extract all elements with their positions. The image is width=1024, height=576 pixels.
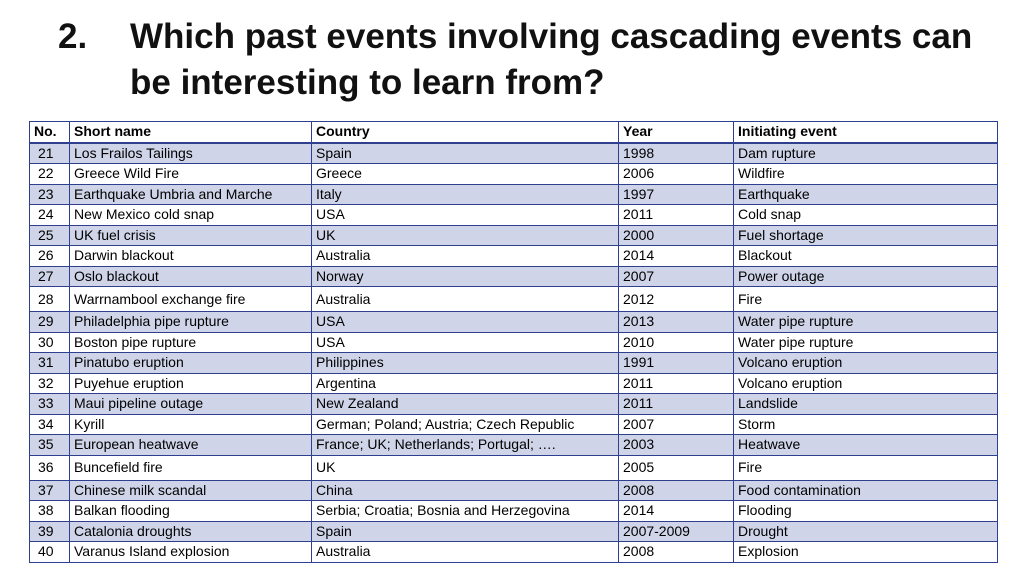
cell-initiating-event: Storm bbox=[734, 414, 998, 435]
cell-initiating-event: Explosion bbox=[734, 542, 998, 563]
cell-country: Norway bbox=[312, 266, 619, 287]
cell-country: Serbia; Croatia; Bosnia and Herzegovina bbox=[312, 501, 619, 522]
cell-country: USA bbox=[312, 332, 619, 353]
cell-country: Italy bbox=[312, 184, 619, 205]
header-no: No. bbox=[30, 122, 70, 143]
cell-no: 36 bbox=[30, 455, 70, 480]
cell-short-name: Philadelphia pipe rupture bbox=[70, 312, 312, 333]
table-row bbox=[30, 287, 998, 312]
events-table bbox=[29, 121, 998, 563]
cell-country: USA bbox=[312, 312, 619, 333]
cell-country: Australia bbox=[312, 246, 619, 267]
cell-country: Spain bbox=[312, 143, 619, 164]
cell-no: 22 bbox=[30, 164, 70, 185]
cell-year: 2003 bbox=[619, 435, 734, 456]
cell-no: 39 bbox=[30, 521, 70, 542]
cell-country: New Zealand bbox=[312, 394, 619, 415]
cell-country: Spain bbox=[312, 521, 619, 542]
cell-short-name: Balkan flooding bbox=[70, 501, 312, 522]
table-row bbox=[30, 394, 998, 415]
cell-year: 2000 bbox=[619, 225, 734, 246]
cell-country: UK bbox=[312, 455, 619, 480]
table-row bbox=[30, 521, 998, 542]
cell-short-name: Los Frailos Tailings bbox=[70, 143, 312, 164]
cell-year: 2013 bbox=[619, 312, 734, 333]
cell-no: 32 bbox=[30, 373, 70, 394]
cell-year: 2010 bbox=[619, 332, 734, 353]
cell-no: 40 bbox=[30, 542, 70, 563]
cell-short-name: Varanus Island explosion bbox=[70, 542, 312, 563]
cell-short-name: Chinese milk scandal bbox=[70, 480, 312, 501]
table-row bbox=[30, 246, 998, 267]
cell-no: 23 bbox=[30, 184, 70, 205]
cell-initiating-event: Food contamination bbox=[734, 480, 998, 501]
cell-year: 2005 bbox=[619, 455, 734, 480]
cell-initiating-event: Fire bbox=[734, 455, 998, 480]
cell-no: 34 bbox=[30, 414, 70, 435]
cell-initiating-event: Fuel shortage bbox=[734, 225, 998, 246]
table-row bbox=[30, 266, 998, 287]
cell-initiating-event: Water pipe rupture bbox=[734, 312, 998, 333]
cell-year: 2014 bbox=[619, 246, 734, 267]
table-row bbox=[30, 205, 998, 226]
cell-short-name: Darwin blackout bbox=[70, 246, 312, 267]
cell-country: Australia bbox=[312, 542, 619, 563]
cell-year: 2007 bbox=[619, 414, 734, 435]
cell-year: 1997 bbox=[619, 184, 734, 205]
cell-year: 2007 bbox=[619, 266, 734, 287]
cell-no: 28 bbox=[30, 287, 70, 312]
cell-no: 31 bbox=[30, 353, 70, 374]
cell-short-name: Warrnambool exchange fire bbox=[70, 287, 312, 312]
cell-short-name: European heatwave bbox=[70, 435, 312, 456]
cell-short-name: Boston pipe rupture bbox=[70, 332, 312, 353]
cell-country: Philippines bbox=[312, 353, 619, 374]
header-short-name: Short name bbox=[70, 122, 312, 143]
cell-no: 29 bbox=[30, 312, 70, 333]
table-row bbox=[30, 143, 998, 164]
cell-initiating-event: Fire bbox=[734, 287, 998, 312]
cell-country: Australia bbox=[312, 287, 619, 312]
cell-short-name: UK fuel crisis bbox=[70, 225, 312, 246]
cell-short-name: Pinatubo eruption bbox=[70, 353, 312, 374]
table-row bbox=[30, 455, 998, 480]
table-row bbox=[30, 164, 998, 185]
header-year: Year bbox=[619, 122, 734, 143]
cell-initiating-event: Earthquake bbox=[734, 184, 998, 205]
cell-initiating-event: Drought bbox=[734, 521, 998, 542]
slide-title-number: 2. bbox=[58, 17, 88, 56]
cell-short-name: Kyrill bbox=[70, 414, 312, 435]
header-initiating-event: Initiating event bbox=[734, 122, 998, 143]
cell-no: 26 bbox=[30, 246, 70, 267]
slide-title-text: Which past events involving cascading events can be interesting to learn from? bbox=[130, 17, 973, 102]
table-row bbox=[30, 312, 998, 333]
cell-initiating-event: Water pipe rupture bbox=[734, 332, 998, 353]
table-row bbox=[30, 414, 998, 435]
table-row bbox=[30, 501, 998, 522]
cell-no: 35 bbox=[30, 435, 70, 456]
table-row bbox=[30, 373, 998, 394]
cell-year: 1998 bbox=[619, 143, 734, 164]
cell-country: Greece bbox=[312, 164, 619, 185]
cell-year: 2008 bbox=[619, 480, 734, 501]
table-row bbox=[30, 435, 998, 456]
cell-initiating-event: Blackout bbox=[734, 246, 998, 267]
cell-short-name: New Mexico cold snap bbox=[70, 205, 312, 226]
table-header-row bbox=[30, 122, 998, 143]
cell-short-name: Earthquake Umbria and Marche bbox=[70, 184, 312, 205]
table-row bbox=[30, 480, 998, 501]
cell-year: 2014 bbox=[619, 501, 734, 522]
cell-year: 2011 bbox=[619, 205, 734, 226]
cell-country: China bbox=[312, 480, 619, 501]
cell-no: 33 bbox=[30, 394, 70, 415]
cell-year: 1991 bbox=[619, 353, 734, 374]
header-country: Country bbox=[312, 122, 619, 143]
cell-no: 37 bbox=[30, 480, 70, 501]
cell-year: 2012 bbox=[619, 287, 734, 312]
cell-initiating-event: Dam rupture bbox=[734, 143, 998, 164]
cell-year: 2008 bbox=[619, 542, 734, 563]
cell-country: UK bbox=[312, 225, 619, 246]
cell-initiating-event: Cold snap bbox=[734, 205, 998, 226]
cell-year: 2011 bbox=[619, 394, 734, 415]
cell-initiating-event: Landslide bbox=[734, 394, 998, 415]
cell-initiating-event: Volcano eruption bbox=[734, 373, 998, 394]
cell-no: 21 bbox=[30, 143, 70, 164]
cell-short-name: Greece Wild Fire bbox=[70, 164, 312, 185]
cell-no: 30 bbox=[30, 332, 70, 353]
cell-year: 2011 bbox=[619, 373, 734, 394]
cell-no: 27 bbox=[30, 266, 70, 287]
cell-country: France; UK; Netherlands; Portugal; …. bbox=[312, 435, 619, 456]
cell-initiating-event: Wildfire bbox=[734, 164, 998, 185]
cell-country: Argentina bbox=[312, 373, 619, 394]
cell-initiating-event: Power outage bbox=[734, 266, 998, 287]
slide-title bbox=[58, 14, 998, 106]
cell-country: USA bbox=[312, 205, 619, 226]
cell-year: 2007-2009 bbox=[619, 521, 734, 542]
table-row bbox=[30, 542, 998, 563]
table-row bbox=[30, 353, 998, 374]
cell-country: German; Poland; Austria; Czech Republic bbox=[312, 414, 619, 435]
cell-no: 38 bbox=[30, 501, 70, 522]
cell-no: 25 bbox=[30, 225, 70, 246]
cell-initiating-event: Volcano eruption bbox=[734, 353, 998, 374]
table-row bbox=[30, 225, 998, 246]
cell-short-name: Puyehue eruption bbox=[70, 373, 312, 394]
cell-no: 24 bbox=[30, 205, 70, 226]
table-row bbox=[30, 332, 998, 353]
cell-short-name: Buncefield fire bbox=[70, 455, 312, 480]
cell-short-name: Catalonia droughts bbox=[70, 521, 312, 542]
cell-short-name: Oslo blackout bbox=[70, 266, 312, 287]
cell-short-name: Maui pipeline outage bbox=[70, 394, 312, 415]
table-row bbox=[30, 184, 998, 205]
cell-year: 2006 bbox=[619, 164, 734, 185]
cell-initiating-event: Heatwave bbox=[734, 435, 998, 456]
cell-initiating-event: Flooding bbox=[734, 501, 998, 522]
